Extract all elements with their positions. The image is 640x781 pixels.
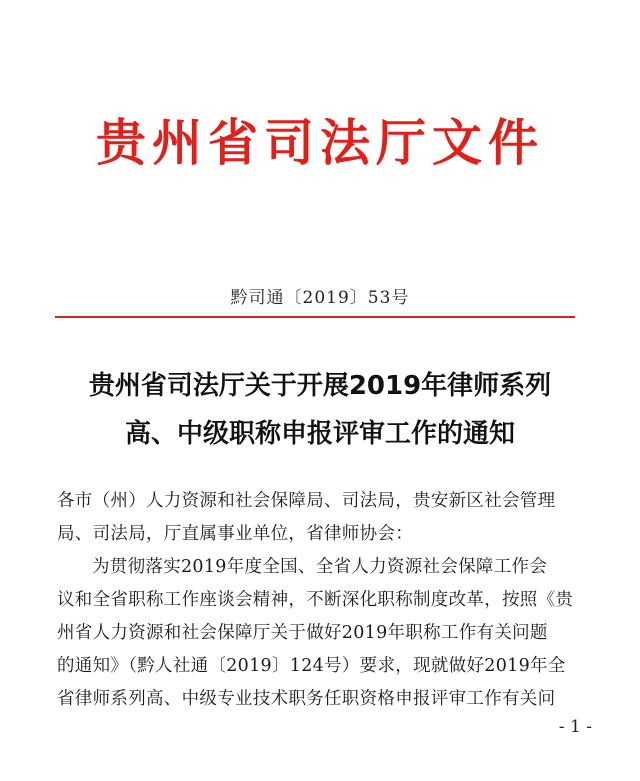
body-paragraph-line: 州省人力资源和社会保障厅关于做好2019年职称工作有关问题 [57,623,548,643]
document-title-line-2: 高、中级职称申报评审工作的通知 [124,419,515,449]
addressee-line-1: 各市（州）人力资源和社会保障局、司法局，贵安新区社会管理 [57,491,556,511]
issuer-header: 贵州省司法厅文件 [96,113,544,172]
body-paragraph-line: 为贯彻落实2019年度全国、全省人力资源社会保障工作会 [92,557,548,577]
body-paragraph-line: 省律师系列高、中级专业技术职务任职资格申报评审工作有关问 [57,689,556,709]
document-title-line-1: 贵州省司法厅关于开展2019年律师系列 [88,371,552,401]
page-number: - 1 - [558,717,592,737]
body-paragraph-line: 议和全省职称工作座谈会精神，不断深化职称制度改革，按照《贵 [57,590,574,610]
addressee-line-2: 局、司法局，厅直属事业单位，省律师协会： [57,524,413,544]
red-divider-line [55,316,575,318]
body-paragraph-line: 的通知》（黔人社通〔2019〕124号）要求，现就做好2019年全 [57,656,566,676]
document-number: 黔司通〔2019〕53号 [230,288,410,308]
